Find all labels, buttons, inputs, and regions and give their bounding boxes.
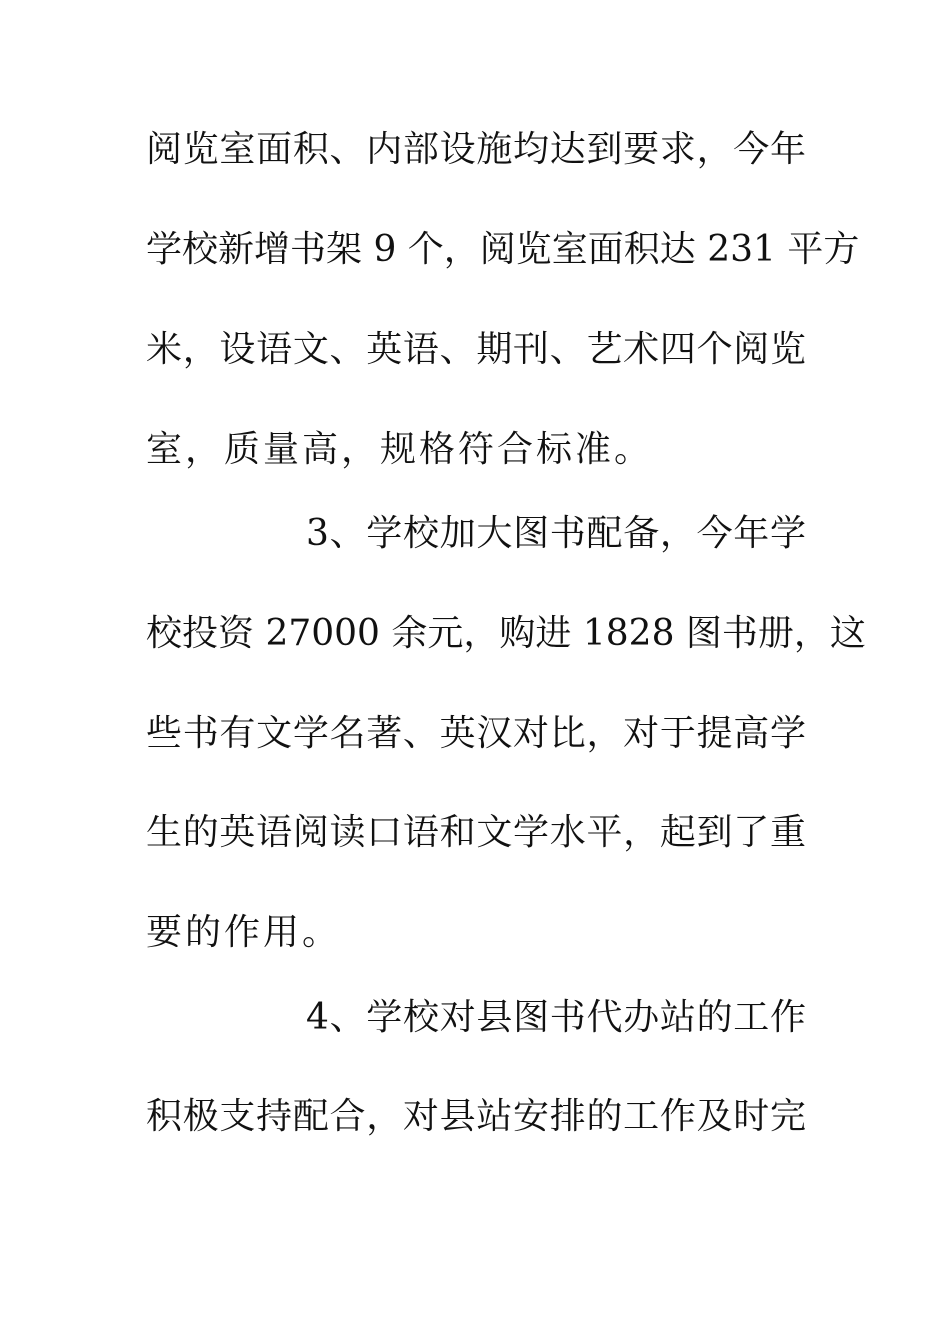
text-line-5: 3、学校加大图书配备，今年学 <box>306 513 806 554</box>
text-line-1: 阅览室面积、内部设施均达到要求，今年 <box>146 129 806 170</box>
text-line-10: 4、学校对县图书代办站的工作 <box>306 997 806 1038</box>
text-line-11: 积极支持配合，对县站安排的工作及时完 <box>146 1096 806 1137</box>
text-line-2: 学校新增书架 9 个，阅览室面积达 231 平方 <box>146 229 860 270</box>
text-line-9: 要的作用。 <box>146 912 342 953</box>
text-line-3: 米，设语文、英语、期刊、艺术四个阅览 <box>146 329 806 370</box>
text-line-6: 校投资 27000 余元，购进 1828 图书册，这 <box>146 613 866 654</box>
text-line-7: 些书有文学名著、英汉对比，对于提高学 <box>146 713 806 754</box>
text-line-4: 室，质量高，规格符合标准。 <box>146 429 654 470</box>
text-line-8: 生的英语阅读口语和文学水平，起到了重 <box>146 812 806 853</box>
